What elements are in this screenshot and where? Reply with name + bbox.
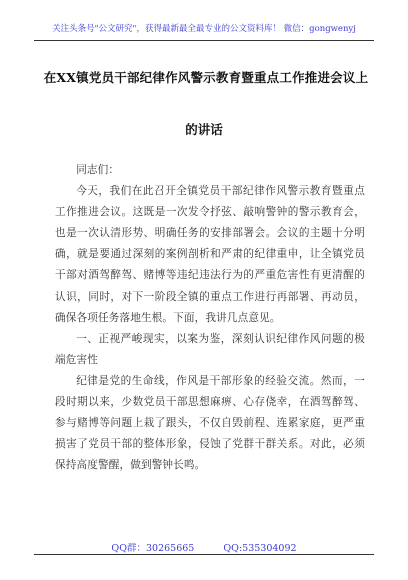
footer-contact [0, 540, 408, 554]
header-banner: 关注头条号"公文研究"，获得最新最全最专业的公文资料库！ 微信：gongwenyj [52, 24, 356, 34]
document-body [55, 160, 365, 476]
salutation: 同志们： [76, 164, 120, 176]
header-divider [34, 40, 374, 41]
footer-qq: QQ:535304092 [223, 543, 297, 554]
document-title-line2: 的讲话 [185, 122, 223, 137]
paragraph: 纪律是党的生命线，作风是干部形象的经验交流。然而，一段时期以来，少数党员干部思想麻痹、心存侥幸，在酒驾醉驾、参与赌博等问题上栽了跟头，不仅自毁前程、连累家庭，更严重损害了党员干部的整体形象，侵蚀了党群干群关系。对此，必须保持高度警醒，做到警钟长鸣。 [55, 374, 365, 472]
paragraph: 今天，我们在此召开全镇党员干部纪律作风警示教育暨重点工作推进会议。这既是一次发令抒弦、敲响警钟的警示教育会，也是一次认清形势、明确任务的安排部署会。会议的主题十分明确，就是要通过深刻的案例剖析和严肃的纪律重申，让全镇党员干部对酒驾醉驾、赌博等违纪违法行为的严重危害性有更清醒的认识，同时，对下一阶段全镇的重点工作进行再部署、再动员，确保各项任务落地生根。下面，我讲几点意见。 [55, 185, 365, 324]
footer-qq-group: QQ群：30265665 [111, 543, 195, 554]
document-title-line1: 在XX镇党员干部纪律作风警示教育暨重点工作推进会议上 [43, 70, 369, 85]
section-heading: 一、正视严峻现实，以案为鉴，深刻认识纪律作风问题的极端危害性 [55, 332, 365, 366]
footer-divider [34, 554, 374, 555]
